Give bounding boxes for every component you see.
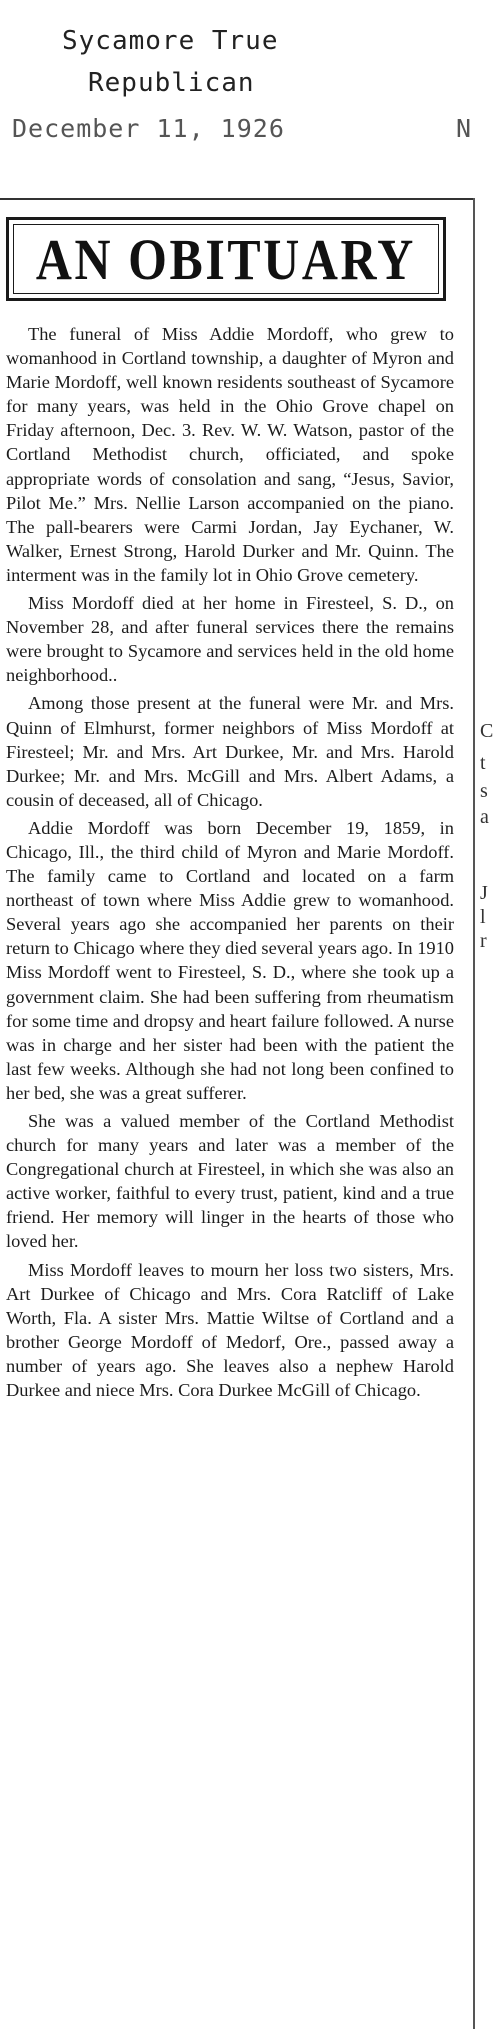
newspaper-name-line2: Republican (88, 68, 255, 98)
column-top-rule (0, 198, 473, 200)
edge-fragment: C (480, 720, 493, 742)
article-paragraph: Miss Mordoff leaves to mourn her loss two sisters, Mrs. Art Durkee of Chicago and Mrs. Cora Ratcliff of Lake Worth, Fla. A sister Mrs. Mattie Wiltse of Cortland and a brother George Mordoff of Medorf, Ore., passed away a number of years ago. She leaves also a nephew Harold Durkee and niece Mrs. Cora Durkee McGill of Chicago. (6, 1259, 454, 1401)
edge-fragment: s (480, 780, 488, 802)
column-divider-rule (473, 198, 475, 2029)
headline: AN OBITUARY (36, 226, 416, 292)
edge-fragment: J (480, 882, 488, 904)
newspaper-name-line1: Sycamore True (62, 26, 279, 56)
edge-fragment: l (480, 906, 486, 928)
adjacent-column-edge (480, 200, 493, 2029)
edge-fragment: r (480, 930, 487, 952)
article-paragraph: Among those present at the funeral were Mr. and Mrs. Quinn of Elmhurst, former neighbors of Miss Mordoff at Firesteel; Mr. and Mrs. Art Durkee, Mr. and Mrs. Harold Durkee; Mr. and Mrs. McGill and Mrs. Albert Adams, a cousin of deceased, all of Chicago. (6, 693, 454, 810)
article-paragraph: The funeral of Miss Addie Mordoff, who grew to womanhood in Cortland township, a daughter of Myron and Marie Mordoff, well known residents southeast of Sycamore for many years, was held in the Ohio Grove chapel on Friday afternoon, Dec. 3. Rev. W. W. Watson, pastor of the Cortland Methodist church, officiated, and spoke appropriate words of consolation and sang, “Jesus, Savior, Pilot Me.” Mrs. Nellie Larson accompanied on the piano. The pall-bearers were Carmi Jordan, Jay Eychaner, W. Walker, Ernest Strong, Harold Durker and Mr. Quinn. The interment was in the family lot in Ohio Grove cemetery. (6, 324, 454, 585)
headline-box (6, 217, 446, 301)
publication-date: December 11, 1926 (12, 114, 285, 143)
edge-fragment: a (480, 806, 489, 828)
cut-off-header-fragment: N (456, 114, 473, 143)
clipping-header (0, 0, 488, 150)
article-paragraph: She was a valued member of the Cortland Methodist church for many years and later was a member of the Congregational church at Firesteel, in which she was also an active worker, faithful to every trust, patient, kind and a true friend. Her memory will linger in the hearts of those who loved her. (6, 1111, 454, 1252)
edge-fragment: t (480, 752, 486, 774)
article-body (6, 322, 454, 1406)
article-paragraph: Addie Mordoff was born December 19, 1859, in Chicago, Ill., the third child of Myron and Marie Mordoff. The family came to Cortland and located on a farm northeast of town where Miss Addie grew to womanhood. Several years ago she accompanied her parents on their return to Chicago where they died several years ago. In 1910 Miss Mordoff went to Firesteel, S. D., where she took up a government claim. She had been suffering from rheumatism for some time and dropsy and heart failure followed. A nurse was in charge and her sister had been with the patient the last few weeks. Although she had not long been confined to her bed, she was a great sufferer. (6, 817, 454, 1103)
article-paragraph: Miss Mordoff died at her home in Firesteel, S. D., on November 28, and after funeral services there the remains were brought to Sycamore and services held in the old home neighborhood.. (6, 593, 454, 686)
